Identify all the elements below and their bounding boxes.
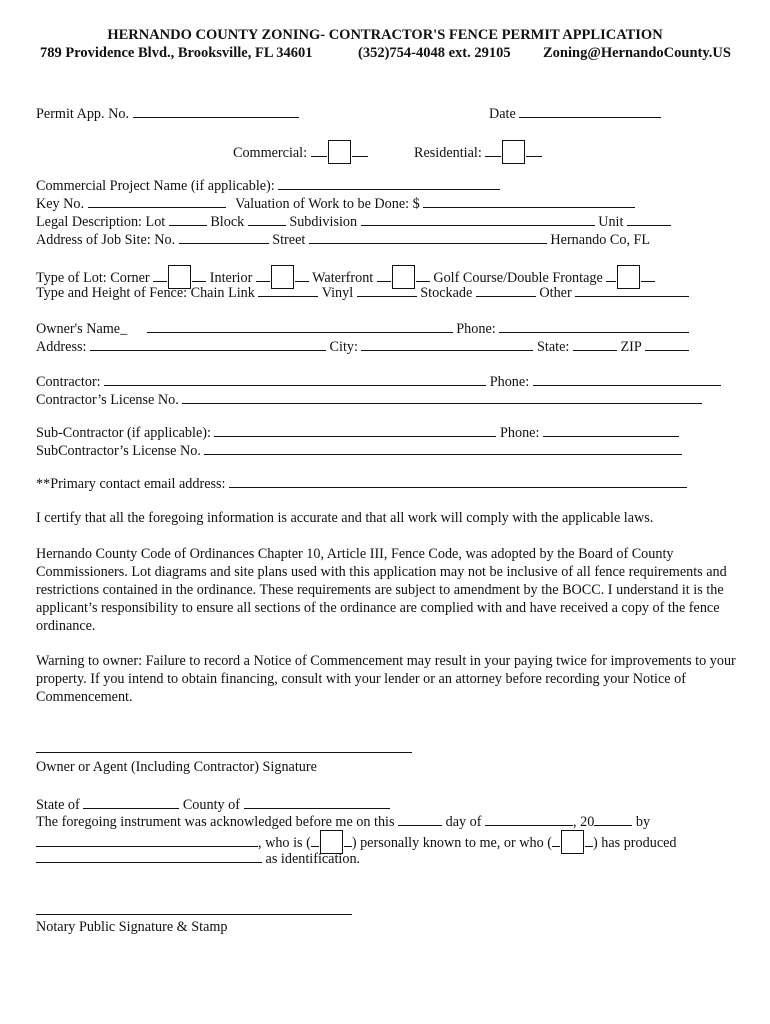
residential-checkbox[interactable]	[502, 140, 525, 164]
subcontractor-field[interactable]	[214, 423, 496, 437]
owner-address-row	[36, 337, 689, 356]
stockade-label: Stockade	[420, 285, 473, 301]
identification-field[interactable]	[36, 849, 262, 863]
waterfront-label: Waterfront	[312, 270, 374, 286]
city-label: City:	[329, 339, 358, 355]
key-no-label: Key No.	[36, 196, 85, 212]
block-field[interactable]	[248, 212, 286, 226]
city-field[interactable]	[361, 337, 533, 351]
date-label: Date	[489, 106, 516, 122]
owner-signature-line[interactable]	[36, 752, 412, 753]
primary-email-label: **Primary contact email address:	[36, 476, 226, 492]
commercial-project-row	[36, 176, 500, 195]
day-of-label: day of	[445, 814, 482, 830]
office-address: 789 Providence Blvd., Brooksville, FL 34601	[40, 45, 313, 61]
interior-post-line	[295, 268, 309, 282]
owner-address-label: Address:	[36, 339, 87, 355]
job-site-no-field[interactable]	[179, 230, 269, 244]
commercial-post-line	[352, 143, 368, 157]
identification-row	[36, 849, 360, 868]
as-identification-label: as identification.	[265, 851, 361, 867]
job-site-row	[36, 230, 650, 249]
commercial-pre-line	[311, 143, 327, 157]
contractor-license-row	[36, 390, 702, 409]
owner-name-label: Owner's Name_	[36, 321, 128, 337]
unit-field[interactable]	[627, 212, 671, 226]
subcontractor-license-label: SubContractor’s License No.	[36, 443, 201, 459]
state-label: State:	[537, 339, 570, 355]
legal-description-row	[36, 212, 671, 231]
interior-label: Interior	[209, 270, 253, 286]
owner-name-field[interactable]	[147, 319, 453, 333]
other-field[interactable]	[575, 283, 689, 297]
contractor-license-label: Contractor’s License No.	[36, 392, 179, 408]
street-label: Street	[272, 232, 306, 248]
known-post-line	[344, 833, 352, 847]
contractor-label: Contractor:	[36, 374, 101, 390]
warning-paragraph: Warning to owner: Failure to record a Notice of Commencement may result in your paying twice for improvements to your property. If you intend to obtain financing, consult with your lender or an attorney before recording your Notice of Commencement.	[36, 653, 736, 705]
subcontractor-license-field[interactable]	[204, 441, 682, 455]
subcontractor-phone-label: Phone:	[500, 425, 540, 441]
waterfront-post-line	[416, 268, 430, 282]
lot-field[interactable]	[169, 212, 207, 226]
subdivision-label: Subdivision	[289, 214, 358, 230]
by-label: by	[635, 814, 651, 830]
owner-phone-label: Phone:	[456, 321, 496, 337]
known-pre-line	[311, 833, 319, 847]
subcontractor-license-row	[36, 441, 682, 460]
street-field[interactable]	[309, 230, 547, 244]
certify-statement: I certify that all the foregoing information is accurate and that all work will comply with the applicable laws.	[36, 510, 654, 526]
golf-course-label: Golf Course/Double Frontage	[433, 270, 603, 286]
unit-label: Unit	[598, 214, 624, 230]
primary-email-row	[36, 474, 687, 493]
produced-pre-line	[552, 833, 560, 847]
chain-link-field[interactable]	[258, 283, 318, 297]
residential-post-line	[526, 143, 542, 157]
corner-label: Type of Lot: Corner	[36, 270, 150, 286]
owner-row	[36, 319, 689, 338]
corner-pre-line	[153, 268, 167, 282]
waterfront-pre-line	[377, 268, 391, 282]
residential-row	[414, 140, 542, 164]
permit-app-no-field[interactable]	[133, 104, 299, 118]
date-field[interactable]	[519, 104, 661, 118]
corner-post-line	[192, 268, 206, 282]
primary-email-field[interactable]	[229, 474, 687, 488]
acknowledged-row	[36, 812, 650, 831]
office-email: Zoning@HernandoCounty.US	[543, 45, 731, 61]
subcontractor-row	[36, 423, 679, 442]
stockade-field[interactable]	[476, 283, 536, 297]
month-field[interactable]	[485, 812, 573, 826]
contractor-phone-field[interactable]	[533, 372, 721, 386]
date-row	[489, 104, 661, 123]
has-produced-checkbox[interactable]	[561, 830, 584, 854]
contractor-row	[36, 372, 721, 391]
state-of-field[interactable]	[83, 795, 179, 809]
residential-pre-line	[485, 143, 501, 157]
contractor-license-field[interactable]	[182, 390, 702, 404]
header-contact-line	[40, 45, 731, 62]
subcontractor-label: Sub-Contractor (if applicable):	[36, 425, 211, 441]
commercial-label: Commercial:	[233, 145, 308, 161]
commercial-project-field[interactable]	[278, 176, 500, 190]
county-of-field[interactable]	[244, 795, 390, 809]
lot-label: Legal Description: Lot	[36, 214, 166, 230]
golf-course-pre-line	[606, 268, 616, 282]
produced-post-line	[585, 833, 593, 847]
valuation-label: Valuation of Work to be Done: $	[235, 196, 420, 212]
owner-address-field[interactable]	[90, 337, 326, 351]
subdivision-field[interactable]	[361, 212, 595, 226]
acknowledged-by-field[interactable]	[36, 833, 258, 847]
permit-app-row	[36, 104, 299, 123]
county-of-label: County of	[182, 797, 240, 813]
vinyl-label: Vinyl	[321, 285, 354, 301]
year-prefix-label: , 20	[573, 814, 595, 830]
owner-signature-label: Owner or Agent (Including Contractor) Signature	[36, 759, 317, 775]
commercial-checkbox[interactable]	[328, 140, 351, 164]
chain-link-label: Type and Height of Fence: Chain Link	[36, 285, 255, 301]
who-is-label: , who is (	[258, 835, 311, 851]
vinyl-field[interactable]	[357, 283, 417, 297]
contractor-field[interactable]	[104, 372, 486, 386]
golf-course-post-line	[641, 268, 655, 282]
office-phone: (352)754-4048 ext. 29105	[358, 45, 511, 61]
year-field[interactable]	[594, 812, 632, 826]
hernando-co-text: Hernando Co, FL	[550, 232, 651, 248]
personally-known-label: ) personally known to me, or who (	[351, 835, 552, 851]
job-site-label: Address of Job Site: No.	[36, 232, 176, 248]
notary-signature-label: Notary Public Signature & Stamp	[36, 919, 228, 935]
zip-label: ZIP	[620, 339, 642, 355]
state-field[interactable]	[573, 337, 617, 351]
commercial-row	[233, 140, 368, 164]
permit-app-no-label: Permit App. No.	[36, 106, 130, 122]
day-field[interactable]	[398, 812, 442, 826]
owner-phone-field[interactable]	[499, 319, 689, 333]
interior-pre-line	[256, 268, 270, 282]
acknowledged-text: The foregoing instrument was acknowledged before me on this	[36, 814, 395, 830]
code-of-ordinances-paragraph: Hernando County Code of Ordinances Chapter 10, Article III, Fence Code, was adopted by the Board of County Commissioners. Lot diagrams and site plans used with this application may not be inclusive of all fence requirements and restrictions contained in the ordinance. These requirements are subject to amendment by the BOCC. I understand it is the applicant’s responsibility to ensure all sections of the ordinance are complied with and have received a copy of the fence ordinance.	[36, 546, 727, 634]
notary-signature-line[interactable]	[36, 914, 352, 915]
form-title: HERNANDO COUNTY ZONING- CONTRACTOR'S FENCE PERMIT APPLICATION	[107, 27, 663, 43]
fence-type-row	[36, 283, 689, 302]
contractor-phone-label: Phone:	[489, 374, 530, 390]
state-of-label: State of	[36, 797, 80, 813]
block-label: Block	[210, 214, 245, 230]
commercial-project-label: Commercial Project Name (if applicable):	[36, 178, 275, 194]
subcontractor-phone-field[interactable]	[543, 423, 679, 437]
has-produced-label: ) has produced	[592, 835, 677, 851]
other-label: Other	[539, 285, 572, 301]
key-no-row	[36, 194, 635, 213]
valuation-field[interactable]	[423, 194, 635, 208]
zip-field[interactable]	[645, 337, 689, 351]
residential-label: Residential:	[414, 145, 482, 161]
key-no-field[interactable]	[88, 194, 226, 208]
